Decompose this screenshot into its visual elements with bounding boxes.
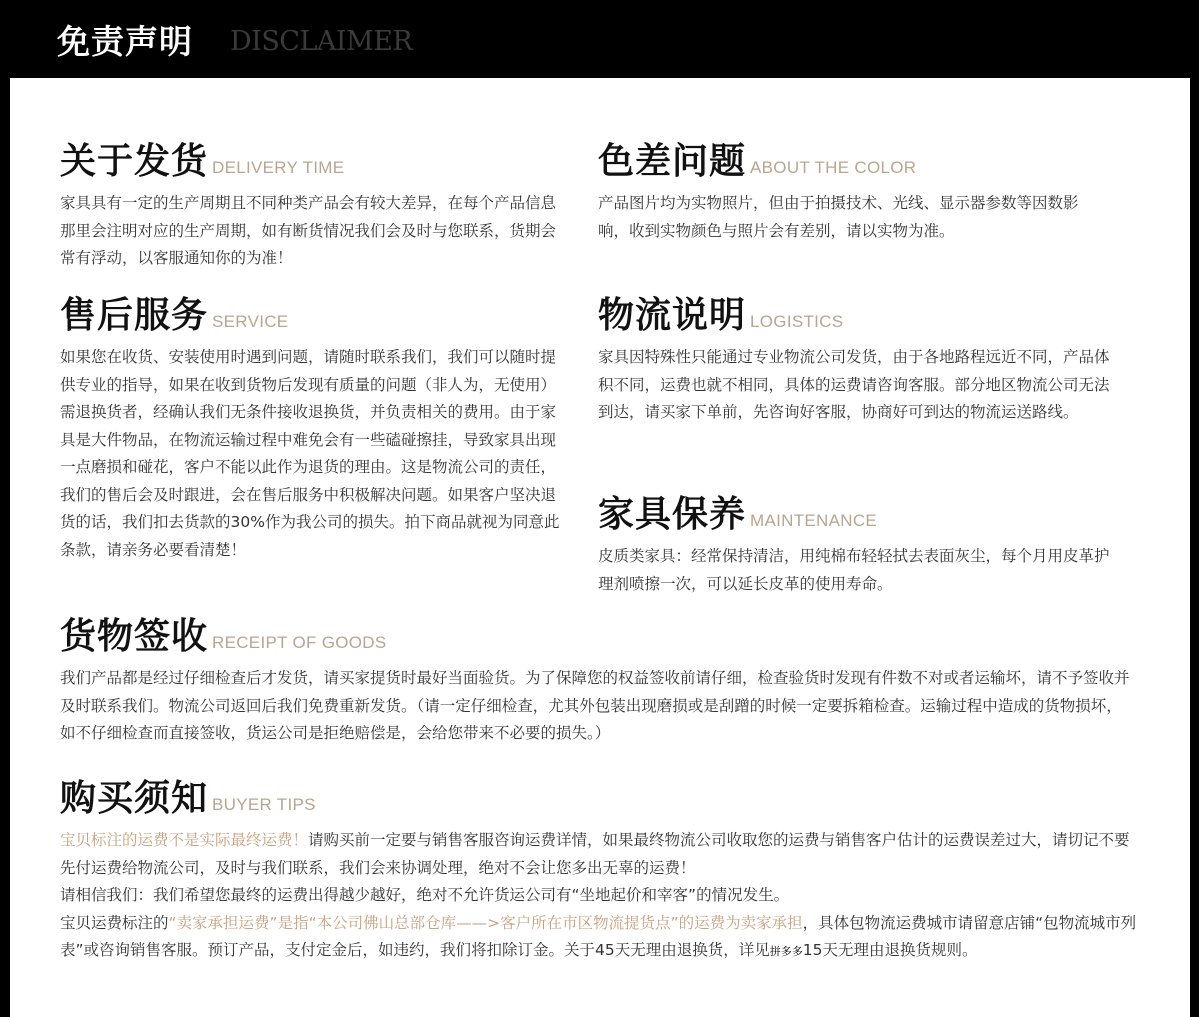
section-buyer-title-cn: 购买须知	[60, 778, 209, 819]
section-service-text: 如果您在收货、安装使用时遇到问题，请随时联系我们，我们可以随时提供专业的指导，如果在收到货物后发现有质量的问题（非人为，无使用）需退换货者，经确认我们无条件接收退换货，并负责相关的费用。由于家具是大件物品，在物流运输过程中难免会有一些磕碰擦挂，导致家具出现一点磨损和碰花，客户不能以此作为退货的理由。这是物流公司的责任，我们的售后会及时跟进，会在售后服务中积极解决问题。如果客户坚决退货的话，我们扣去货款的30%作为我公司的损失。拍下商品就视为同意此条款，请亲务必要看清楚！	[60, 348, 560, 559]
buyer-tips-paragraph-1	[60, 827, 1145, 966]
section-color-text: 产品图片均为实物照片，但由于拍摄技术、光线、显示器参数等因数影响，收到实物颜色与照片会有差别，请以实物为准。	[598, 194, 1079, 240]
section-color-title-cn: 色差问题	[598, 141, 747, 182]
buyer-tips-text-3c: ，具体包物流运费城市请留意店铺“包物流城市列表”或咨询销售客服。预订产品，支付定金后，如违约，我们将扣除订金。关于45天无理由退换货，详见	[60, 913, 1137, 959]
buyer-tips-highlight-1: 宝贝标注的运费不是实际最终运费！	[60, 831, 309, 849]
section-logistics	[598, 287, 1113, 427]
section-logistics-title	[598, 287, 1113, 338]
section-logistics-text: 家具因特殊性只能通过专业物流公司发货，由于各地路程远近不同，产品体积不同，运费也就不相同，具体的运费请咨询客服。部分地区物流公司无法到达，请买家下单前，先咨询好客服，协商好可到达的物流运送路线。	[598, 348, 1110, 421]
section-delivery-text: 家具具有一定的生产周期且不同种类产品会有较大差异，在每个产品信息那里会注明对应的生产周期，如有断货情况我们会及时与您联系，货期会常有浮动，以客服通知你的为准！	[60, 194, 557, 267]
section-delivery-title-cn: 关于发货	[60, 141, 209, 182]
section-receipt-title-en: RECEIPT OF GOODS	[212, 633, 387, 652]
section-service-title-en: SERVICE	[212, 312, 289, 331]
section-delivery	[60, 133, 560, 273]
buyer-tips-text-2: 请相信我们：我们希望您最终的运费出得越少越好，绝对不允许货运公司有“坐地起价和宰客”的情况发生。	[60, 886, 790, 904]
header-title-en: DISCLAIMER	[230, 26, 413, 57]
section-logistics-title-cn: 物流说明	[598, 295, 747, 336]
section-color-title-en: ABOUT THE COLOR	[750, 158, 917, 177]
section-maintenance-title-cn: 家具保养	[598, 494, 747, 535]
section-buyer-title	[60, 770, 1145, 821]
header-title-cn: 免责声明	[57, 22, 193, 61]
section-logistics-title-en: LOGISTICS	[750, 312, 844, 331]
section-buyer-tips	[60, 770, 1145, 966]
section-receipt	[60, 608, 1135, 748]
section-color	[598, 133, 1108, 245]
section-service-title-cn: 售后服务	[60, 295, 209, 336]
page-header	[0, 0, 1199, 78]
section-buyer-title-en: BUYER TIPS	[212, 795, 316, 814]
section-maintenance-text: 皮质类家具：经常保持清洁，用纯棉布轻轻拭去表面灰尘，每个月用皮革护理剂喷擦一次，可以延长皮革的使用寿命。	[598, 547, 1110, 593]
buyer-tips-platform-name: 拼多多	[769, 945, 803, 958]
section-delivery-title-en: DELIVERY TIME	[212, 158, 345, 177]
section-maintenance-title	[598, 486, 1113, 537]
buyer-tips-text-1: 请购买前一定要与销售客服咨询运费详情，如果最终物流公司收取您的运费与销售客户估计的运费误差过大，请切记不要先付运费给物流公司，及时与我们联系，我们会来协调处理，绝对不会让您多出无辜的运费！	[60, 831, 1130, 877]
buyer-tips-highlight-3: “卖家承担运费”是指“本公司佛山总部仓库——>客户所在市区物流提货点”的运费为卖家承担	[168, 913, 803, 932]
section-delivery-title	[60, 133, 560, 184]
section-color-title	[598, 133, 1108, 184]
section-maintenance	[598, 486, 1113, 598]
buyer-tips-text-3d: 15天无理由退换货规则。	[802, 941, 978, 959]
buyer-tips-text-3a: 宝贝运费标注的	[60, 913, 169, 932]
section-receipt-title	[60, 608, 1135, 659]
disclaimer-panel	[10, 78, 1190, 1017]
section-service	[60, 287, 560, 564]
section-service-title	[60, 287, 560, 338]
section-maintenance-title-en: MAINTENANCE	[750, 511, 878, 530]
section-receipt-text: 我们产品都是经过仔细检查后才发货，请买家提货时最好当面验货。为了保障您的权益签收前请仔细，检查验货时发现有件数不对或者运输坏，请不予签收并及时联系我们。物流公司返回后我们免费重新发货。（请一定仔细检查，尤其外包装出现磨损或是刮蹭的时候一定要拆箱检查。运输过程中造成的货物损坏，如不仔细检查而直接签收，货运公司是拒绝赔偿是，会给您带来不必要的损失。）	[60, 669, 1130, 742]
section-receipt-title-cn: 货物签收	[60, 616, 209, 657]
